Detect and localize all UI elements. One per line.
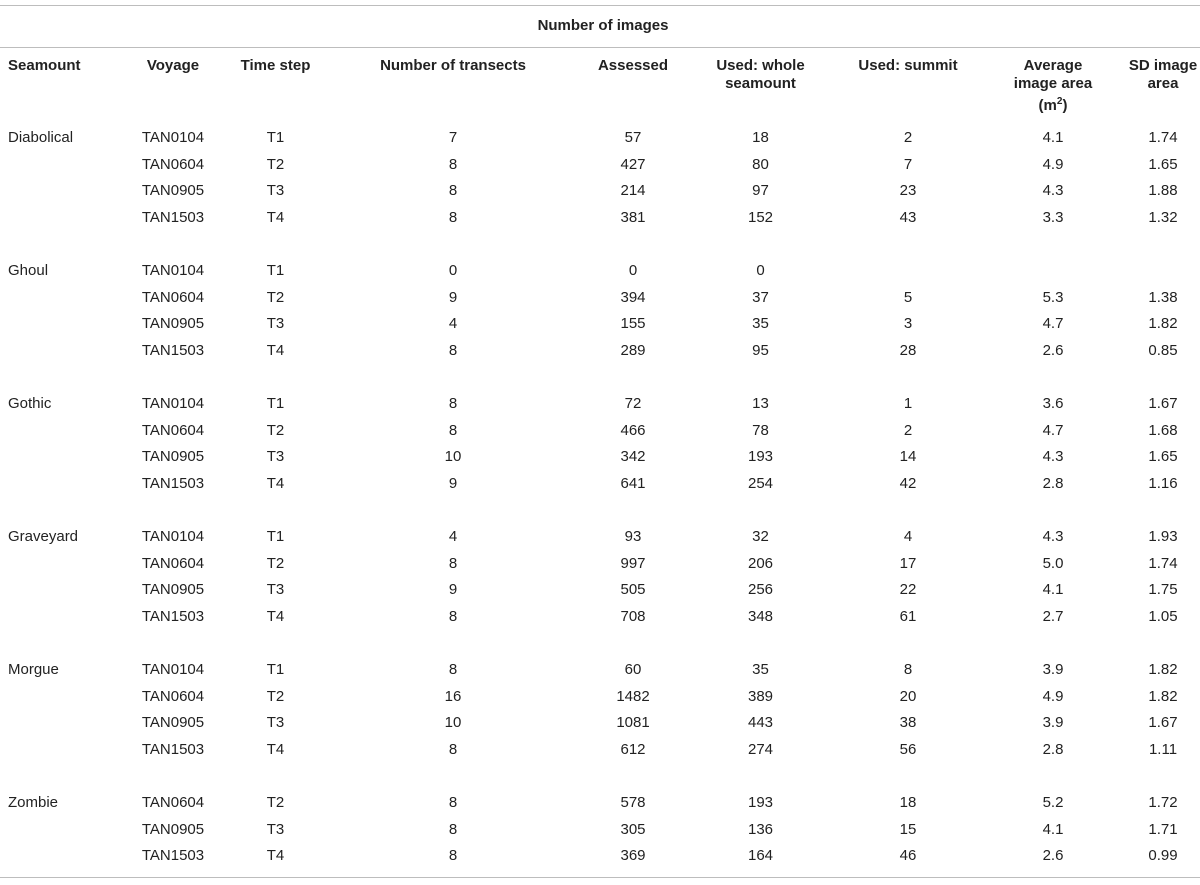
cell-voyage: TAN0604 [141, 288, 205, 306]
cell-assessed: 997 [620, 554, 646, 572]
cell-average-area: 3.9 [1042, 714, 1064, 732]
cell-used-summit: 23 [899, 182, 917, 200]
cell-time-step: T4 [266, 475, 285, 493]
group-spacer [0, 630, 1200, 657]
header-avg-unit-close: ) [1062, 97, 1068, 114]
cell-time-step: T1 [266, 661, 285, 679]
cell-seamount [0, 710, 128, 737]
cell-voyage: TAN0104 [141, 129, 205, 147]
cell-sd-area: 1.74 [1148, 129, 1178, 147]
cell-seamount [0, 737, 128, 764]
cell-used-whole: 136 [747, 820, 774, 838]
cell-time-step: T2 [266, 288, 285, 306]
cell-used-summit: 38 [899, 714, 917, 732]
cell-used-whole: 37 [752, 288, 769, 306]
cell-used-summit: 4 [903, 528, 913, 546]
cell-used-whole: 256 [747, 581, 774, 599]
table-body [0, 125, 1200, 870]
cell-assessed: 612 [620, 740, 646, 758]
cell-used-whole: 32 [752, 528, 769, 546]
table-row [0, 816, 1200, 843]
cell-sd-area: 1.72 [1148, 794, 1178, 812]
cell-time-step: T2 [266, 155, 285, 173]
cell-sd-area: 0.85 [1148, 342, 1178, 360]
cell-seamount: Diabolical [8, 129, 74, 147]
top-rule [0, 5, 1200, 6]
cell-sd-area: 1.11 [1148, 740, 1178, 758]
cell-used-whole: 78 [752, 421, 769, 439]
table-row [0, 311, 1200, 338]
cell-time-step: T4 [266, 847, 285, 865]
cell-assessed: 0 [628, 262, 638, 280]
cell-transects: 10 [444, 714, 462, 732]
group-spacer [0, 497, 1200, 524]
cell-average-area: 3.9 [1042, 661, 1064, 679]
cell-transects: 9 [448, 475, 458, 493]
cell-assessed: 289 [620, 342, 646, 360]
cell-sd-area: 1.68 [1148, 421, 1178, 439]
cell-used-summit: 28 [899, 342, 917, 360]
cell-used-summit: 61 [899, 607, 917, 625]
cell-average-area: 4.7 [1042, 315, 1064, 333]
cell-time-step: T4 [266, 607, 285, 625]
cell-transects: 8 [448, 342, 458, 360]
table-row [0, 471, 1200, 498]
cell-average-area: 4.3 [1042, 528, 1064, 546]
cell-assessed: 1081 [616, 714, 650, 732]
cell-seamount [0, 471, 128, 498]
table-row [0, 258, 1200, 285]
cell-assessed: 641 [620, 475, 646, 493]
cell-seamount [0, 311, 128, 338]
cell-transects: 9 [448, 288, 458, 306]
table-row [0, 604, 1200, 631]
cell-used-summit: 46 [899, 847, 917, 865]
header-used-whole-line1: Used: whole [716, 57, 805, 74]
cell-used-summit: 2 [903, 129, 913, 147]
cell-used-whole: 164 [747, 847, 774, 865]
cell-used-whole: 443 [747, 714, 774, 732]
table-row [0, 577, 1200, 604]
cell-seamount [0, 816, 128, 843]
cell-transects: 8 [448, 421, 458, 439]
cell-transects: 9 [448, 581, 458, 599]
header-sd-image-area [1118, 57, 1200, 123]
cell-used-summit: 18 [899, 794, 917, 812]
cell-time-step: T3 [266, 820, 285, 838]
cell-used-summit: 42 [899, 475, 917, 493]
cell-average-area: 5.3 [1042, 288, 1064, 306]
cell-voyage: TAN1503 [141, 342, 205, 360]
group-header [0, 17, 1200, 34]
cell-time-step: T2 [266, 421, 285, 439]
cell-used-summit: 43 [899, 209, 917, 227]
cell-seamount: Gothic [8, 395, 52, 413]
cell-used-summit: 3 [903, 315, 913, 333]
cell-used-whole: 80 [752, 155, 769, 173]
cell-transects: 8 [448, 740, 458, 758]
cell-transects: 8 [448, 847, 458, 865]
cell-used-summit: 8 [903, 661, 913, 679]
cell-time-step: T2 [266, 554, 285, 572]
cell-seamount [0, 205, 128, 232]
table-row [0, 205, 1200, 232]
table-row [0, 418, 1200, 445]
cell-transects: 4 [448, 528, 458, 546]
cell-time-step: T3 [266, 448, 285, 466]
cell-sd-area: 0.99 [1148, 847, 1178, 865]
group-spacer [0, 231, 1200, 258]
cell-transects: 8 [448, 395, 458, 413]
cell-voyage: TAN1503 [141, 475, 205, 493]
group-spacer [0, 763, 1200, 790]
cell-seamount: Morgue [8, 661, 59, 679]
cell-voyage: TAN1503 [141, 209, 205, 227]
header-avg-line2: image area [1013, 75, 1093, 92]
cell-used-whole: 274 [747, 740, 774, 758]
cell-voyage: TAN0905 [141, 182, 205, 200]
cell-average-area [988, 258, 1118, 285]
cell-seamount [0, 418, 128, 445]
cell-average-area: 5.0 [1042, 554, 1064, 572]
cell-used-whole: 348 [747, 607, 774, 625]
cell-voyage: TAN1503 [141, 607, 205, 625]
column-headers [0, 57, 1200, 123]
cell-assessed: 155 [620, 315, 646, 333]
cell-voyage: TAN0104 [141, 661, 205, 679]
cell-transects: 8 [448, 794, 458, 812]
header-used-summit: Used: summit [858, 57, 958, 74]
cell-average-area: 2.8 [1042, 475, 1064, 493]
cell-seamount [0, 444, 128, 471]
cell-transects: 8 [448, 820, 458, 838]
cell-used-summit: 14 [899, 448, 917, 466]
cell-assessed: 505 [620, 581, 646, 599]
cell-voyage: TAN0604 [141, 687, 205, 705]
cell-time-step: T1 [266, 262, 285, 280]
cell-assessed: 578 [620, 794, 646, 812]
cell-assessed: 381 [620, 209, 646, 227]
table-row [0, 790, 1200, 817]
cell-voyage: TAN0905 [141, 448, 205, 466]
cell-used-summit: 15 [899, 820, 917, 838]
table-row [0, 391, 1200, 418]
cell-average-area: 2.7 [1042, 607, 1064, 625]
cell-used-whole: 193 [747, 448, 774, 466]
cell-used-whole: 18 [752, 129, 769, 147]
cell-voyage: TAN0104 [141, 395, 205, 413]
cell-seamount [0, 604, 128, 631]
cell-assessed: 342 [620, 448, 646, 466]
cell-used-whole: 389 [747, 687, 774, 705]
cell-used-summit: 7 [903, 155, 913, 173]
header-assessed: Assessed [597, 57, 669, 74]
cell-used-summit: 22 [899, 581, 917, 599]
cell-assessed: 214 [620, 182, 646, 200]
cell-time-step: T3 [266, 581, 285, 599]
cell-average-area: 5.2 [1042, 794, 1064, 812]
cell-voyage: TAN0905 [141, 315, 205, 333]
cell-transects: 8 [448, 209, 458, 227]
cell-voyage: TAN0604 [141, 794, 205, 812]
cell-voyage: TAN1503 [141, 847, 205, 865]
cell-used-whole: 95 [752, 342, 769, 360]
table-row [0, 551, 1200, 578]
cell-assessed: 1482 [616, 687, 650, 705]
cell-seamount [0, 683, 128, 710]
cell-sd-area: 1.74 [1148, 554, 1178, 572]
cell-sd-area: 1.05 [1148, 607, 1178, 625]
cell-assessed: 57 [624, 129, 642, 147]
cell-used-whole: 0 [756, 262, 765, 280]
cell-assessed: 708 [620, 607, 646, 625]
cell-time-step: T4 [266, 342, 285, 360]
cell-voyage: TAN0604 [141, 155, 205, 173]
table-row [0, 285, 1200, 312]
header-row [0, 57, 1200, 123]
cell-sd-area: 1.93 [1148, 528, 1178, 546]
header-avg-line3 [988, 93, 1118, 115]
cell-sd-area: 1.67 [1148, 395, 1178, 413]
cell-transects: 8 [448, 155, 458, 173]
header-voyage: Voyage [146, 57, 200, 74]
cell-transects: 16 [444, 687, 462, 705]
cell-used-summit: 56 [899, 740, 917, 758]
cell-seamount: Graveyard [8, 528, 79, 546]
cell-voyage: TAN0905 [141, 820, 205, 838]
cell-voyage: TAN0905 [141, 581, 205, 599]
header-average-image-area [988, 57, 1118, 123]
cell-used-whole: 35 [752, 661, 769, 679]
cell-time-step: T1 [266, 528, 285, 546]
cell-used-summit: 2 [903, 421, 913, 439]
table-row [0, 843, 1200, 870]
cell-assessed: 72 [624, 395, 642, 413]
cell-used-summit [828, 258, 988, 285]
cell-average-area: 4.9 [1042, 687, 1064, 705]
cell-assessed: 305 [620, 820, 646, 838]
header-avg-line1: Average [1023, 57, 1083, 74]
cell-assessed: 427 [620, 155, 646, 173]
header-seamount: Seamount [8, 57, 81, 74]
cell-sd-area: 1.38 [1148, 288, 1178, 306]
header-sd-line1: SD image [1128, 57, 1198, 74]
cell-average-area: 3.3 [1042, 209, 1064, 227]
cell-transects: 8 [448, 554, 458, 572]
cell-average-area: 4.1 [1042, 581, 1064, 599]
cell-seamount: Ghoul [8, 262, 49, 280]
cell-used-whole: 254 [747, 475, 774, 493]
cell-sd-area: 1.16 [1148, 475, 1178, 493]
cell-transects: 8 [448, 182, 458, 200]
cell-sd-area: 1.82 [1148, 687, 1178, 705]
cell-time-step: T3 [266, 315, 285, 333]
cell-seamount: Zombie [8, 794, 59, 812]
cell-sd-area: 1.88 [1148, 182, 1178, 200]
cell-sd-area: 1.71 [1148, 820, 1178, 838]
cell-average-area: 3.6 [1042, 395, 1064, 413]
cell-transects: 8 [448, 607, 458, 625]
cell-used-whole: 206 [747, 554, 774, 572]
cell-sd-area: 1.82 [1148, 661, 1178, 679]
cell-used-summit: 5 [903, 288, 913, 306]
header-avg-unit-superscript: 2 [1056, 96, 1063, 107]
cell-sd-area: 1.67 [1148, 714, 1178, 732]
table-row [0, 178, 1200, 205]
cell-average-area: 4.7 [1042, 421, 1064, 439]
cell-voyage: TAN0104 [141, 528, 205, 546]
cell-voyage: TAN0104 [141, 262, 205, 280]
cell-average-area: 4.3 [1042, 182, 1064, 200]
cell-transects: 7 [448, 129, 458, 147]
cell-used-summit: 17 [899, 554, 917, 572]
cell-transects: 4 [448, 315, 458, 333]
header-time-step: Time step [240, 57, 311, 74]
cell-seamount [0, 843, 128, 870]
cell-seamount [0, 338, 128, 365]
cell-time-step: T4 [266, 740, 285, 758]
cell-seamount [0, 551, 128, 578]
header-used-whole-line2: seamount [725, 75, 796, 92]
bottom-rule [0, 877, 1200, 878]
cell-transects: 8 [448, 661, 458, 679]
cell-used-whole: 35 [752, 315, 769, 333]
cell-time-step: T2 [266, 794, 285, 812]
cell-sd-area [1118, 258, 1200, 285]
table-row [0, 710, 1200, 737]
group-spacer [0, 364, 1200, 391]
cell-transects: 0 [448, 262, 458, 280]
cell-average-area: 4.1 [1042, 820, 1064, 838]
cell-used-summit: 20 [899, 687, 917, 705]
cell-assessed: 60 [624, 661, 642, 679]
group-header-rule [0, 47, 1200, 48]
table-row [0, 444, 1200, 471]
table-row [0, 338, 1200, 365]
cell-voyage: TAN0604 [141, 421, 205, 439]
cell-time-step: T3 [266, 714, 285, 732]
table-row [0, 737, 1200, 764]
cell-sd-area: 1.75 [1148, 581, 1178, 599]
table-row [0, 125, 1200, 152]
table-row [0, 152, 1200, 179]
cell-time-step: T2 [266, 687, 285, 705]
cell-transects: 10 [444, 448, 462, 466]
cell-average-area: 2.6 [1042, 847, 1064, 865]
cell-voyage: TAN0905 [141, 714, 205, 732]
cell-average-area: 4.3 [1042, 448, 1064, 466]
cell-assessed: 369 [620, 847, 646, 865]
table-row [0, 683, 1200, 710]
cell-seamount [0, 178, 128, 205]
header-used-whole-seamount [693, 57, 828, 123]
header-number-of-transects: Number of transects [380, 57, 526, 74]
cell-voyage: TAN1503 [141, 740, 205, 758]
cell-seamount [0, 152, 128, 179]
cell-used-whole: 13 [752, 395, 769, 413]
cell-time-step: T4 [266, 209, 285, 227]
cell-time-step: T1 [266, 129, 285, 147]
cell-average-area: 4.1 [1042, 129, 1064, 147]
cell-sd-area: 1.65 [1148, 448, 1178, 466]
cell-seamount [0, 285, 128, 312]
header-avg-unit: (m [1038, 97, 1057, 114]
header-sd-line2: area [1147, 75, 1179, 92]
cell-used-summit: 1 [903, 395, 913, 413]
cell-voyage: TAN0604 [141, 554, 205, 572]
table-row [0, 524, 1200, 551]
cell-average-area: 2.6 [1042, 342, 1064, 360]
group-header-label: Number of images [537, 17, 669, 34]
cell-assessed: 394 [620, 288, 646, 306]
cell-sd-area: 1.82 [1148, 315, 1178, 333]
cell-used-whole: 193 [747, 794, 774, 812]
cell-sd-area: 1.65 [1148, 155, 1178, 173]
cell-assessed: 466 [620, 421, 646, 439]
cell-average-area: 2.8 [1042, 740, 1064, 758]
cell-average-area: 4.9 [1042, 155, 1064, 173]
cell-seamount [0, 577, 128, 604]
cell-time-step: T3 [266, 182, 285, 200]
cell-sd-area: 1.32 [1148, 209, 1178, 227]
cell-time-step: T1 [266, 395, 285, 413]
cell-used-whole: 97 [752, 182, 769, 200]
cell-assessed: 93 [624, 528, 642, 546]
cell-used-whole: 152 [747, 209, 774, 227]
table-row [0, 657, 1200, 684]
